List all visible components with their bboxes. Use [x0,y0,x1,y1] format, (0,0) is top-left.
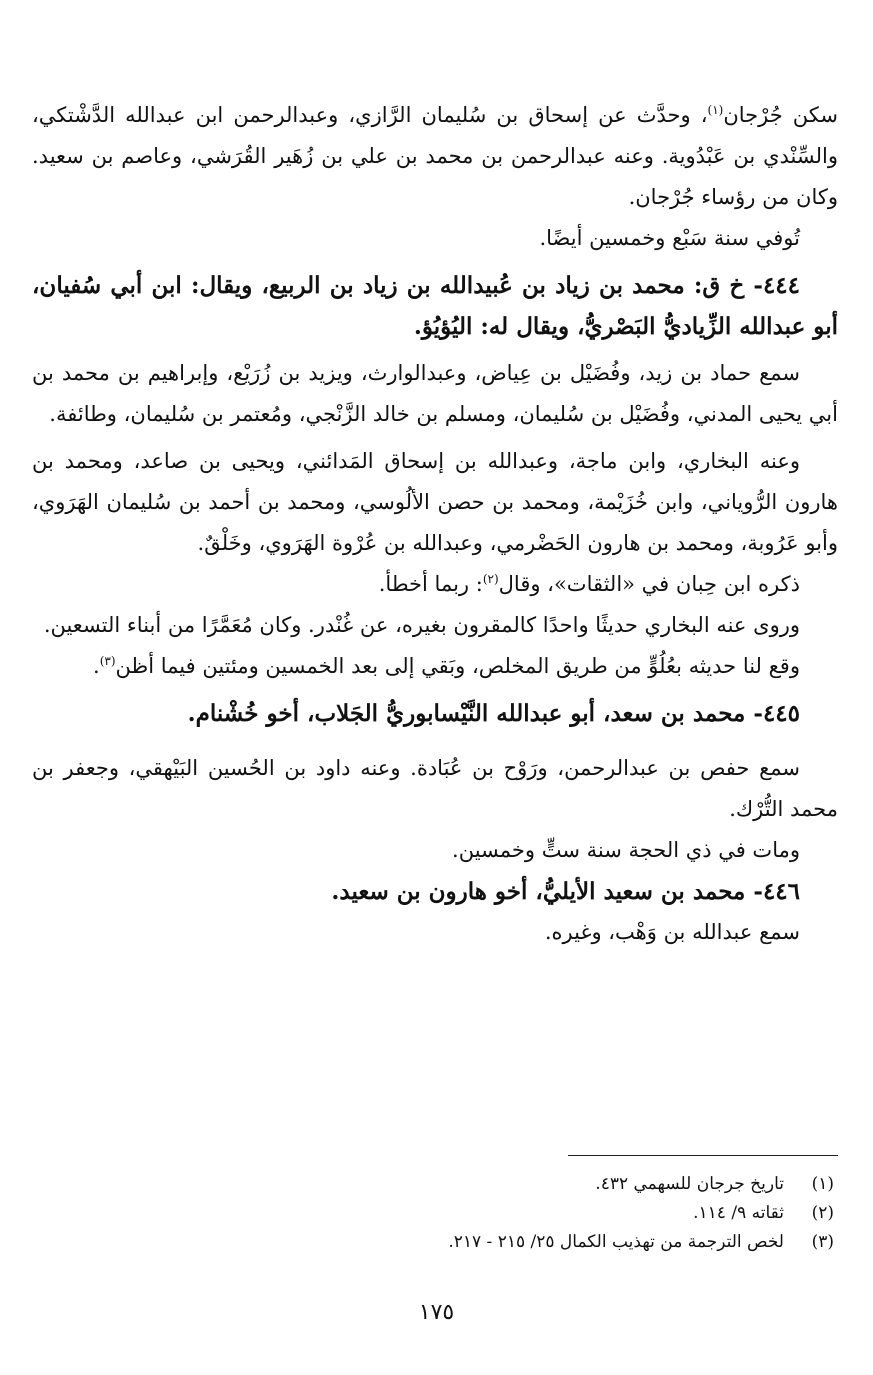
entry-heading-446: ٤٤٦- محمد بن سعيد الأيليُّ، أخو هارون بن سعيد. [331,878,800,905]
footnote-number: (٢) [811,1203,834,1223]
footnote-number: (١) [811,1174,834,1194]
paragraph-teachers-446: سمع عبدالله بن وَهْب، وغيره. [544,920,800,944]
paragraph-text: . [93,654,100,678]
paragraph-text: ذكره ابن حِبان في «الثقات»، وقال [498,572,800,596]
footnote-text: لخص الترجمة من تهذيب الكمال ٢٥/ ٢١٥ - ٢١٧. [448,1232,784,1252]
paragraph-death-445: ومات في ذي الحجة سنة ستٍّ وخمسين. [452,838,800,862]
paragraph-isnad [32,646,838,687]
paragraph-residence [32,95,838,218]
footnote-1 [32,1170,838,1199]
footnote-3 [32,1228,838,1257]
footnotes [32,1155,838,1257]
footnote-divider [568,1155,838,1156]
paragraph-text: وقع لنا حديثه بعُلُوٍّ من طريق المخلص، وبَقي إلى بعد الخمسين ومئتين فيما أظن [115,654,800,678]
entry-heading-445: ٤٤٥- محمد بن سعد، أبو عبدالله النَّيْسابوريُّ الجَلاب، أخو خُشْنام. [187,700,800,727]
paragraph-text: : ربما أخطأ. [378,572,483,596]
footnote-text: ثقاته ٩/ ١١٤. [693,1203,784,1223]
paragraph-text: ، وحدَّث عن إسحاق بن سُليمان الرَّازي، وعبدالرحمن ابن عبدالله الدَّشْتكي، والسِّنْدي بن عَبْدُوية. وعنه عبدالرحمن بن محمد بن علي بن زُهَير القُرَشي، وعاصم بن سعيد. وكان من رؤساء جُرْجان. [32,103,838,209]
paragraph-text: سكن جُرْجان [723,103,838,127]
footnote-2 [32,1199,838,1228]
paragraph-death: تُوفي سنة سَبْع وخمسين أيضًا. [539,226,800,250]
footnote-ref-3[interactable]: (٣) [99,654,116,668]
footnote-number: (٣) [811,1232,834,1252]
page-number: ١٧٥ [418,1300,455,1325]
footnote-text: تاريخ جرجان للسهمي ٤٣٢. [595,1174,784,1194]
paragraph-ibn-hibban [32,564,838,605]
paragraph-students: وعنه البخاري، وابن ماجة، وعبدالله بن إسحاق المَدائني، ويحيى بن صاعد، ومحمد بن هارون الرُّوياني، وابن خُزَيْمة، ومحمد بن حصن الألُوسي، ومحمد بن أحمد بن سُليمان الهَرَوي، وأبو عَرُوبة، ومحمد بن هارون الحَضْرمي، وعبدالله بن عُرْوة الهَرَوي، وخَلْقٌ. [32,449,838,555]
paragraph-teachers-445: سمع حفص بن عبدالرحمن، ورَوْح بن عُبَادة. وعنه داود بن الحُسين البَيْهقي، وجعفر بن محمد التُّرْك. [32,756,838,821]
paragraph-teachers: سمع حماد بن زيد، وفُضَيْل بن عِياض، وعبدالوارث، ويزيد بن زُرَيْع، وإبراهيم بن محمد بن أبي يحيى المدني، وفُضَيْل بن سُليمان، ومسلم بن خالد الزَّنْجي، ومُعتمر بن سُليمان، وطائفة. [32,361,838,426]
page-body [32,95,838,953]
footnote-ref-2[interactable]: (٢) [482,572,499,586]
paragraph-bukhari: وروى عنه البخاري حديثًا واحدًا كالمقرون بغيره، عن غُنْدر. وكان مُعَمَّرًا من أبناء التسعين. [43,613,800,637]
footnote-ref-1[interactable]: (١) [707,103,724,117]
entry-heading-444: ٤٤٤- خ ق: محمد بن زياد بن عُبيدالله بن زياد بن الربيع، ويقال: ابن أبي سُفيان، أبو عبدالله الزِّياديُّ البَصْريُّ، ويقال له: اليُؤيُؤ. [32,272,838,340]
